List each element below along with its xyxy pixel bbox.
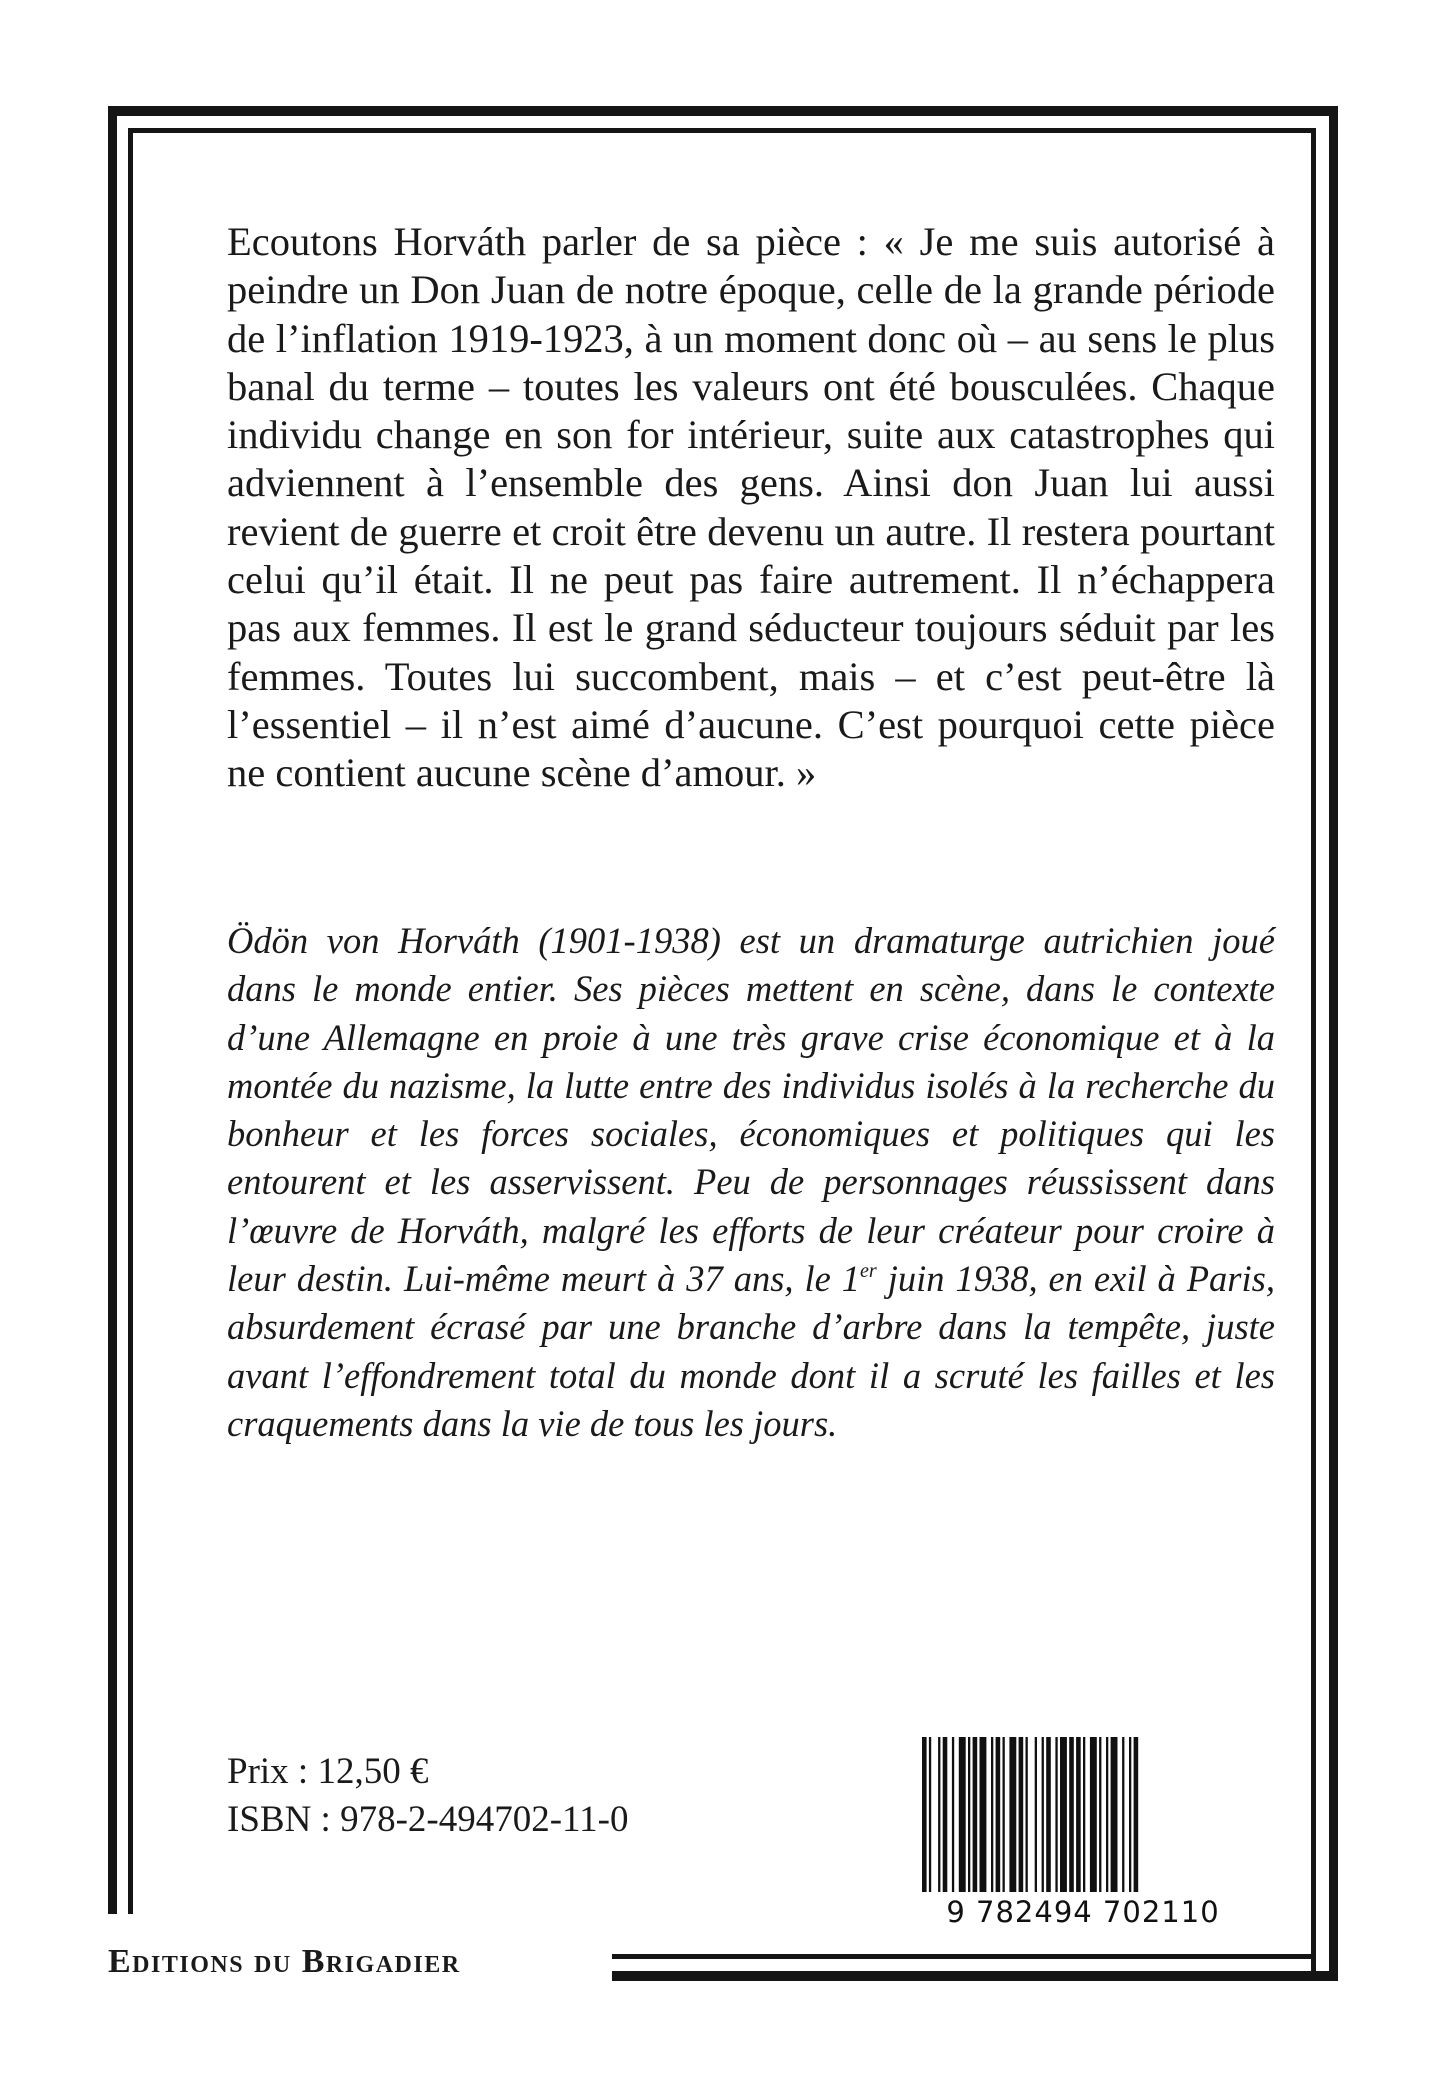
isbn-label: ISBN : 978-2-494702-11-0 — [227, 1799, 629, 1840]
frame-bottom-outer-rule — [612, 1971, 1338, 1981]
frame-top-inner-rule — [128, 128, 1316, 133]
bio-text-part-2: juin 1938, en exil à Paris, absurdement écrasé par une branche d’arbre dans la tempête, juste avant l’effondrement total du monde dont il a scruté les failles et les craquements dans la vie de tous les jours. — [227, 1258, 1275, 1444]
frame-right-inner-rule — [1311, 128, 1316, 1978]
publisher-name: Editions du Brigadier — [108, 1943, 461, 1980]
price-isbn-block — [227, 1748, 629, 1844]
barcode-digits: 9 782494 702110 — [918, 1892, 1248, 1932]
author-bio-paragraph — [227, 917, 1275, 1448]
frame-right-outer-rule — [1329, 106, 1338, 1981]
horvath-quote-paragraph: Ecoutons Horváth parler de sa pièce : « Je me suis autorisé à peindre un Don Juan de notre époque, celle de la grande période de l’inflation 1919-1923, à un moment donc où – au sens le plus banal du terme – toutes les valeurs ont été bousculées. Chaque individu change en son for intérieur, suite aux catastrophes qui adviennent à l’ensemble des gens. Ainsi don Juan lui aussi revient de guerre et croit être devenu un autre. Il restera pourtant celui qu’il était. Il ne peut pas faire autrement. Il n’échappera pas aux femmes. Il est le grand séducteur toujours séduit par les femmes. Toutes lui succombent, mais – et c’est peut-être là l’essentiel – il n’est aimé d’aucune. C’est pourquoi cette pièce ne contient aucune scène d’amour. » — [227, 219, 1275, 796]
price-label: Prix : 12,50 € — [227, 1751, 429, 1792]
frame-top-outer-rule — [108, 106, 1338, 116]
frame-bottom-inner-rule — [612, 1954, 1316, 1959]
frame-left-outer-rule — [108, 106, 117, 1914]
frame-left-inner-rule — [128, 128, 133, 1914]
bio-text-part-1: Ödön von Horváth (1901-1938) est un dramaturge autrichien joué dans le monde entier. Ses pièces mettent en scène, dans le contexte d’une Allemagne en proie à une très grave crise économique et à la montée du nazisme, la lutte entre des individus isolés à la recherche du bonheur et les forces sociales, économiques et politiques qui les entourent et les asservissent. Peu de personnages réussissent dans l’œuvre de Horváth, malgré les efforts de leur créateur pour croire à leur destin. Lui-même meurt à 37 ans, le 1 — [227, 920, 1275, 1300]
bio-superscript: er — [860, 1260, 877, 1283]
